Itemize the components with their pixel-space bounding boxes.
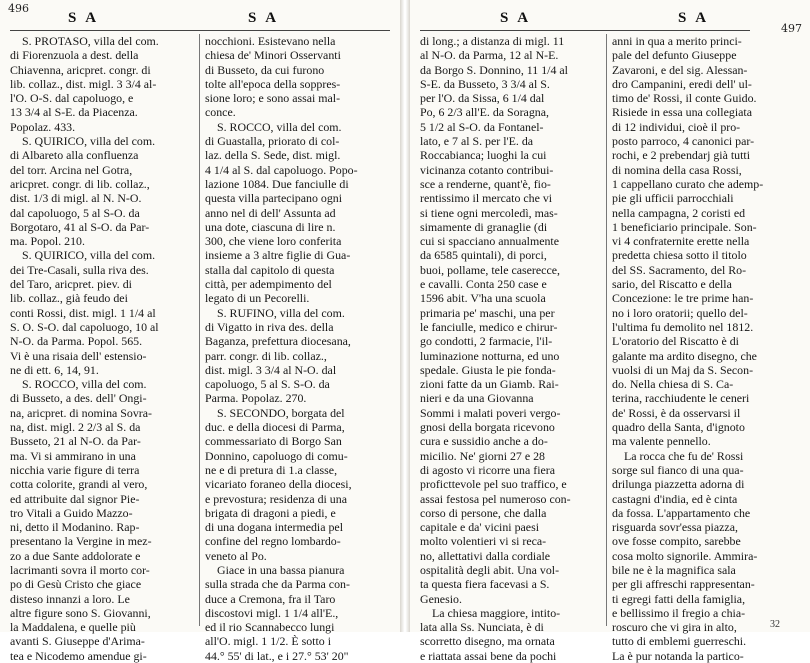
entry-s-rocco-busseto-continued: nocchioni. Esistevano nella chiesa de' Minori Osservanti di Busseto, da cui furono tolte all'epoca della soppres- sione loro; e sono assai mal- conce. [205, 34, 341, 120]
entry-s-rufino: S. RUFINO, villa del com. di Vigatto in riva des. della Baganza, prefettura diocesana, parr. congr. di lib. collaz., dist. migl. 3 3/4 al N-O. dal capoluogo, 5 al S. S-O. da Parma. Popolaz. 270. [205, 305, 351, 406]
right-column-divider [606, 34, 607, 626]
entry-s-rocco-guastalla: S. ROCCO, villa del com. di Guastalla, priorato di col- laz. della S. Sede, dist. migl. 4 1/4 al S. dal capoluogo. Popo- lazione 1084. Due fanciulle di questa villa partecipano ogni anno nel di dell' Assunta ad una dote, ciascuna di lire n. 300, che viene loro conferita insieme a 3 altre figlie di Gua- stalla dal capitolo di questa città, per adempimento del legato di un Pecorelli. [205, 119, 358, 306]
entry-s-secondo-location: Giace in una bassa pianura sulla strada che da Parma con- duce a Cremona, fra il Taro discostovi migl. 1 1/4 all'E., ed il rio Scannabecco lungi all'O. migl. 1 1/2. È sotto i 44.° 55' di lat., e i 27.° 53' 20" [205, 562, 350, 663]
left-column-2 [205, 34, 390, 663]
entry-s-rocco-busseto: S. ROCCO, villa del com. di Busseto, a des. dell' Ongi- na, aricpret. di nomina Sovra- na, dist. migl. 2 2/3 al S. da Busseto, 21 al N-O. da Par- ma. Vi si ammirano in una nicchia varie figure di terra cotta colorite, grandi al vero, ed attribuite dal signor Pie- tro Vitali a Guido Mazzo- ni, detto il Modanino. Rap- presentano la Vergine in mez- zo a due Sante addolorate e lacrimanti sovra il morto cor- po di Gesù Cristo che giace disteso innanzi a loro. Le altre figure sono S. Giovanni, la Maddalena, e quelle più avanti S. Giuseppe d'Arima- tea e Nicodemo amendue gi- [10, 377, 152, 663]
paragraph-rocca: La rocca che fu de' Rossi sorge sul fianco di una qua- drilunga piazzetta adorna di castagni d'india, ed è cinta da fossa. L'appartamento che risguarda sovr'essa piazza, ove fosse compito, sarebbe cosa molto signorile. Ammira- bile ne è la magnifica sala per gli affreschi rappresentan- ti egregi fatti della famiglia, e bellissimo il fregio a chia- roscuro che vi gira in alto, tutto di emblemi guerreschi. La è pur notanda la partico- [612, 448, 758, 663]
right-page [410, 0, 810, 663]
paragraph-collegiata: anni in qua a merito princi- pale del defunto Giuseppe Zavaroni, e del sig. Alessan- dro Campanini, eredi dell' ul- timo de' Rossi, il conte Guido. Risiede in essa una collegiata di 12 individui, cioè il pro- posto parroco, 4 canonici par- rochi, e 2 prebendarj già tutti di nomina della casa Rossi, 1 cappellano curato che ademp- pie gli ufficii parrocchiali nella campagna, 2 coristi ed 1 beneficiario principale. Son- vi 4 confraternite erette nella predetta chiesa sotto il titolo del SS. Sacramento, del Ro- sario, del Riscatto e della Concezione: le tre prime han- no i loro oratorii; quello del- l'ultima fu demolito nel 1812. L'oratorio del Riscatto è di galante ma ardito disegno, che vuolsi di un Maj da S. Secon- do. Nella chiesa di S. Ca- terina, racchiudente le ceneri de' Rossi, è da osservarsi il quadro della Santa, d'ignoto ma valente pennello. [612, 34, 764, 449]
entry-s-secondo: S. SECONDO, borgata del duc. e della diocesi di Parma, commessariato di Borgo San Donnino, capoluogo di comu- ne e di pretura di 1.a classe, vicariato foraneo della diocesi, e prevostura; residenza di una brigata di dragoni a piedi, e di una dogana intermedia pel confine del regno lombardo- veneto al Po. [205, 405, 352, 563]
left-header-rule [10, 30, 390, 31]
left-column-divider [199, 34, 200, 626]
right-running-head-col2: S A [678, 10, 710, 26]
signature-mark: 32 [770, 619, 780, 630]
book-gutter [400, 0, 410, 632]
left-page [0, 0, 400, 663]
entry-s-protaso: S. PROTASO, villa del com. di Fiorenzuola a dest. della Chiavenna, aricpret. congr. di lib. collaz., dist. migl. 3 3/4 al- l'O. O-S. dal capoluogo, e 13 3/4 al S-E. da Piacenza. Popolaz. 433. [10, 34, 159, 134]
right-page-number: 497 [781, 22, 802, 35]
entry-s-quirico-albareto: S. QUIRICO, villa del com. di Albareto alla confluenza del torr. Arcina nel Gotra, aricpret. congr. di lib. collaz., dist. 1/3 di migl. al N. N-O. dal capoluogo, 5 al S-O. da Borgotaro, 41 al S-O. da Par- ma. Popol. 210. [10, 134, 156, 249]
left-column-1 [10, 34, 193, 663]
left-page-number: 496 [8, 2, 29, 15]
entry-s-secondo-continued: di long.; a distanza di migl. 11 al N-O. da Parma, 12 al N-E. da Borgo S. Donnino, 11 1/4 al S-E. da Busseto, 3 3/4 al S. per l'O. da Sissa, 6 1/4 dal Po, 6 2/3 all'E. da Soragna, 5 1/2 al S-O. da Fontanel- lato, e 7 al S. per l'E. da Roccabianca; luoghi la cui vicinanza cotanto contribui- sce a renderne, quant'è, fio- rentissimo il mercato che vi si tiene ogni mercoledì, mas- simamente di granaglie (di cui si spacciano annualmente da 6585 quintali), di porci, buoi, pollame, tele caserecce, e cavalli. Conta 250 case e 1596 abit. V'ha una scuola primaria pe' maschi, una per le fanciulle, medico e chirur- go condotti, 2 farmacie, l'il- luminazione notturna, ed uno spedale. Giusta le pie fonda- zioni fatte da un Giamb. Rai- nieri e da una Giovanna Sommi i malati poveri vergo- gnosi della borgata ricevono cura e sussidio anche a do- micilio. Ne' giorni 27 e 28 di agosto vi ricorre una fiera proficttevole pel suo traffico, e assai festosa pel numeroso con- corso di persone, che dalla capitale e da' vicini paesi molto volentieri vi si reca- no, allettativi dalla cordiale ospitalità degli abit. Una vol- ta questa fiera facevasi a S. Genesio. [420, 34, 571, 606]
right-running-head-col1: S A [500, 10, 532, 26]
paragraph-chiesa-maggiore: La chiesa maggiore, intito- lata alla Ss. Nunciata, è di scorretto disegno, ma ornata e riattata assai bene da pochi [420, 605, 561, 663]
left-running-head-col1: S A [68, 10, 100, 26]
entry-s-quirico-tre-casali: S. QUIRICO, villa del com. dei Tre-Casali, sulla riva des. del Taro, aricpret. piev. di lib. collaz., già feudo dei conti Rossi, dist. migl. 1 1/4 al S. O. S-O. dal capoluogo, 10 al N-O. da Parma. Popol. 565. Vi è una risaia dell' estensio- ne di ett. 6, 14, 91. [10, 248, 159, 377]
right-column-2 [612, 34, 798, 663]
right-column-1 [420, 34, 600, 663]
left-running-head-col2: S A [248, 10, 280, 26]
right-header-rule [420, 30, 750, 31]
